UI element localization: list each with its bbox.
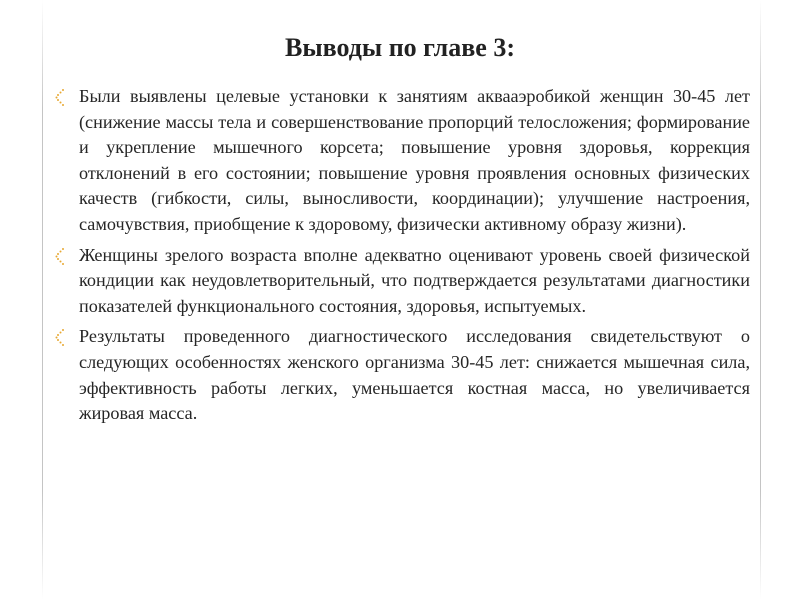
bullet-item-1 [52, 84, 750, 238]
bullet-text: Женщины зрелого возраста вполне адекватно оценивают уровень своей физической кондиции как неудовлетворительный, что подтверждается результатами диагностики показателей функционального состояния, здоровья, испытуемых. [79, 244, 750, 316]
bullet-item-2 [52, 243, 750, 320]
right-decorative-rule [760, 0, 761, 600]
dotted-bracket-bullet-icon [54, 327, 66, 347]
dotted-bracket-bullet-icon [54, 87, 66, 107]
bullet-text: Были выявлены целевые установки к занятиям аквааэробикой женщин 30-45 лет (снижение массы тела и совершенствование пропорций телосложения; формирование и укрепление мышечного корсета; повышение уровня здоровья, коррекция отклонений в его состоянии; повышение уровня проявления основных физических качеств (гибкости, силы, выносливости, координации); улучшение настроения, самочувствия, приобщение к здоровому, физически активному образу жизни). [79, 86, 750, 234]
slide-title: Выводы по главе 3: [284, 33, 515, 62]
dotted-bracket-bullet-icon [54, 246, 66, 266]
bullet-item-3 [52, 324, 750, 426]
bullet-text: Результаты проведенного диагностического исследования свидетельствуют о следующих особенностях женского организма 30-45 лет: снижается мышечная сила, эффективность работы легких, уменьшается костная масса, но увеличивается жировая масса. [79, 326, 750, 424]
left-decorative-rule [42, 0, 43, 600]
bullet-list [52, 84, 750, 432]
